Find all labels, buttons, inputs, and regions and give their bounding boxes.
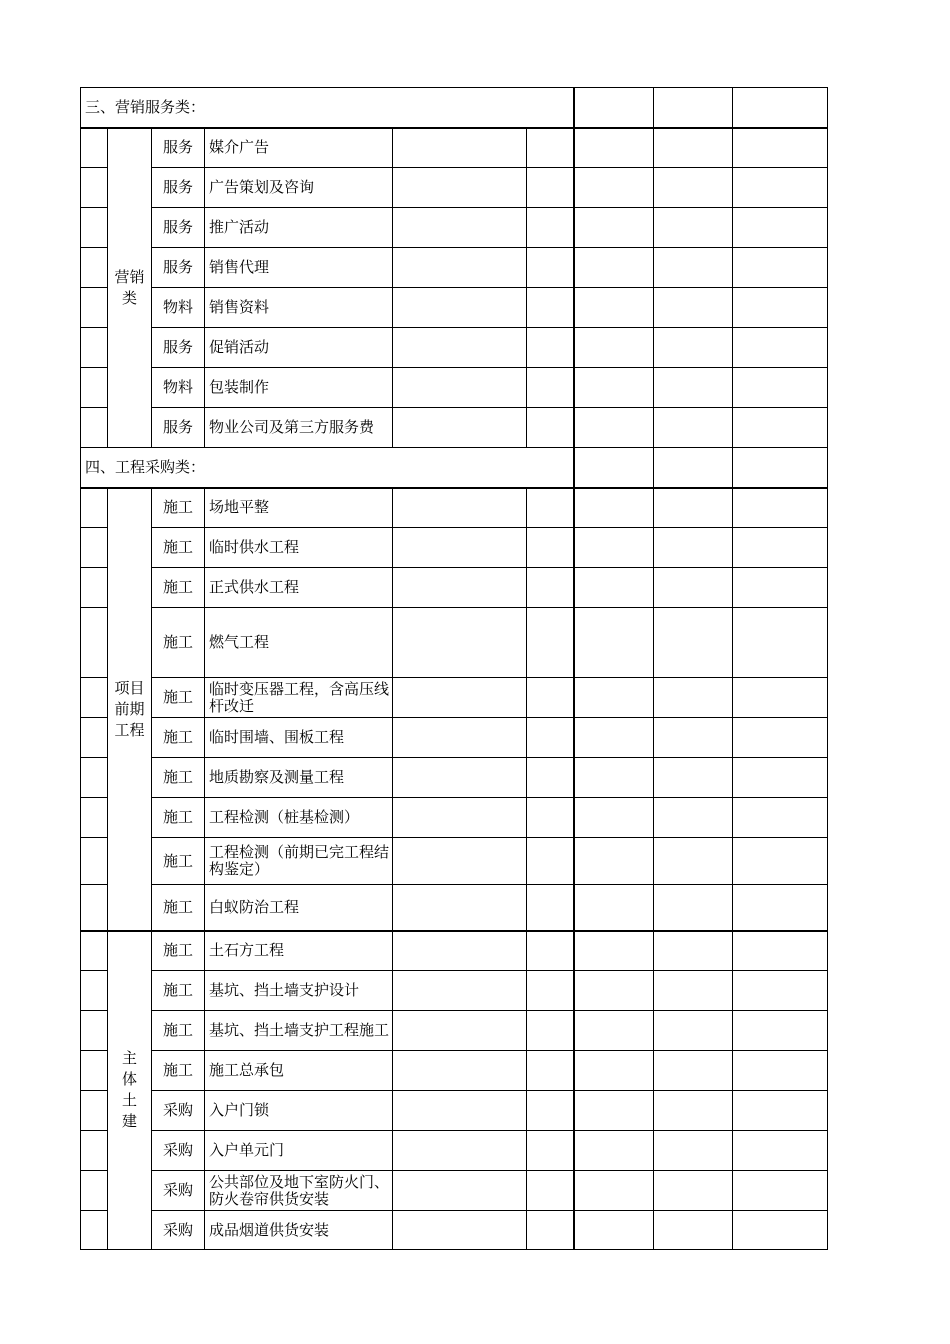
- index-cell[interactable]: [81, 1051, 108, 1091]
- value-cell[interactable]: [574, 1091, 654, 1131]
- category-type-cell: 采购: [152, 1131, 205, 1171]
- value-cell[interactable]: [574, 328, 654, 368]
- input-cell[interactable]: [393, 568, 527, 608]
- index-cell[interactable]: [81, 798, 108, 838]
- item-name-cell: 工程检测（桩基检测）: [205, 798, 393, 838]
- item-name-cell: 入户单元门: [205, 1131, 393, 1171]
- category-type-cell: 施工: [152, 488, 205, 528]
- index-cell[interactable]: [81, 1131, 108, 1171]
- value-cell[interactable]: [733, 408, 828, 448]
- index-cell[interactable]: [81, 1091, 108, 1131]
- value-cell[interactable]: [654, 885, 733, 931]
- index-cell[interactable]: [81, 1211, 108, 1250]
- value-cell[interactable]: [733, 838, 828, 885]
- input-cell[interactable]: [527, 931, 574, 971]
- value-cell[interactable]: [654, 1211, 733, 1250]
- value-cell[interactable]: [733, 88, 828, 128]
- category-type-cell: 施工: [152, 1011, 205, 1051]
- index-cell[interactable]: [81, 1171, 108, 1211]
- value-cell[interactable]: [654, 931, 733, 971]
- input-cell[interactable]: [393, 718, 527, 758]
- index-cell[interactable]: [81, 288, 108, 328]
- value-cell[interactable]: [574, 288, 654, 328]
- input-cell[interactable]: [393, 1211, 527, 1250]
- value-cell[interactable]: [574, 368, 654, 408]
- value-cell[interactable]: [574, 971, 654, 1011]
- item-name-cell: 土石方工程: [205, 931, 393, 971]
- item-name-cell: 入户门锁: [205, 1091, 393, 1131]
- value-cell[interactable]: [654, 408, 733, 448]
- value-cell[interactable]: [733, 528, 828, 568]
- input-cell[interactable]: [527, 838, 574, 885]
- category-type-cell: 施工: [152, 528, 205, 568]
- input-cell[interactable]: [393, 931, 527, 971]
- value-cell[interactable]: [733, 718, 828, 758]
- index-cell[interactable]: [81, 568, 108, 608]
- value-cell[interactable]: [733, 1211, 828, 1250]
- input-cell[interactable]: [527, 758, 574, 798]
- value-cell[interactable]: [733, 1051, 828, 1091]
- procurement-table: [80, 87, 828, 1250]
- value-cell[interactable]: [574, 208, 654, 248]
- input-cell[interactable]: [527, 208, 574, 248]
- value-cell[interactable]: [733, 798, 828, 838]
- item-name-cell: 包装制作: [205, 368, 393, 408]
- value-cell[interactable]: [733, 568, 828, 608]
- category-type-cell: 施工: [152, 885, 205, 931]
- category-type-cell: 施工: [152, 718, 205, 758]
- value-cell[interactable]: [574, 248, 654, 288]
- value-cell[interactable]: [654, 1171, 733, 1211]
- group-label-main-civil: [108, 931, 152, 1250]
- category-type-cell: 施工: [152, 1051, 205, 1091]
- value-cell[interactable]: [733, 488, 828, 528]
- item-name-cell: 工程检测（前期已完工程结构鉴定）: [205, 838, 393, 885]
- category-type-cell: 施工: [152, 971, 205, 1011]
- value-cell[interactable]: [654, 88, 733, 128]
- input-cell[interactable]: [393, 168, 527, 208]
- category-type-cell: 施工: [152, 931, 205, 971]
- category-type-cell: 采购: [152, 1171, 205, 1211]
- category-type-cell: 物料: [152, 288, 205, 328]
- value-cell[interactable]: [733, 328, 828, 368]
- item-name-cell: 成品烟道供货安装: [205, 1211, 393, 1250]
- index-cell[interactable]: [81, 368, 108, 408]
- index-cell[interactable]: [81, 608, 108, 678]
- category-type-cell: 采购: [152, 1091, 205, 1131]
- value-cell[interactable]: [654, 1131, 733, 1171]
- value-cell[interactable]: [654, 758, 733, 798]
- input-cell[interactable]: [393, 408, 527, 448]
- group-label-marketing: [108, 128, 152, 448]
- value-cell[interactable]: [574, 1051, 654, 1091]
- index-cell[interactable]: [81, 528, 108, 568]
- input-cell[interactable]: [527, 1051, 574, 1091]
- value-cell[interactable]: [733, 971, 828, 1011]
- input-cell[interactable]: [527, 488, 574, 528]
- input-cell[interactable]: [527, 885, 574, 931]
- group-label-text: 主 体 土 建: [121, 1049, 137, 1131]
- input-cell[interactable]: [527, 568, 574, 608]
- item-name-cell: 推广活动: [205, 208, 393, 248]
- input-cell[interactable]: [393, 798, 527, 838]
- value-cell[interactable]: [574, 678, 654, 718]
- item-name-cell: 施工总承包: [205, 1051, 393, 1091]
- value-cell[interactable]: [574, 128, 654, 168]
- index-cell[interactable]: [81, 248, 108, 288]
- value-cell[interactable]: [574, 408, 654, 448]
- category-type-cell: 服务: [152, 328, 205, 368]
- input-cell[interactable]: [393, 971, 527, 1011]
- input-cell[interactable]: [527, 288, 574, 328]
- value-cell[interactable]: [733, 128, 828, 168]
- value-cell[interactable]: [733, 758, 828, 798]
- value-cell[interactable]: [654, 568, 733, 608]
- input-cell[interactable]: [527, 368, 574, 408]
- value-cell[interactable]: [574, 931, 654, 971]
- input-cell[interactable]: [393, 678, 527, 718]
- value-cell[interactable]: [574, 885, 654, 931]
- item-name-cell: 销售资料: [205, 288, 393, 328]
- index-cell[interactable]: [81, 971, 108, 1011]
- index-cell[interactable]: [81, 488, 108, 528]
- item-name-cell: 临时围墙、围板工程: [205, 718, 393, 758]
- input-cell[interactable]: [393, 1011, 527, 1051]
- input-cell[interactable]: [527, 971, 574, 1011]
- input-cell[interactable]: [393, 288, 527, 328]
- value-cell[interactable]: [574, 168, 654, 208]
- input-cell[interactable]: [393, 208, 527, 248]
- input-cell[interactable]: [527, 168, 574, 208]
- input-cell[interactable]: [527, 528, 574, 568]
- index-cell[interactable]: [81, 328, 108, 368]
- value-cell[interactable]: [654, 288, 733, 328]
- category-type-cell: 服务: [152, 168, 205, 208]
- category-type-cell: 施工: [152, 568, 205, 608]
- value-cell[interactable]: [733, 248, 828, 288]
- item-name-cell: 基坑、挡土墙支护工程施工: [205, 1011, 393, 1051]
- index-cell[interactable]: [81, 718, 108, 758]
- item-name-cell: 促销活动: [205, 328, 393, 368]
- value-cell[interactable]: [654, 128, 733, 168]
- value-cell[interactable]: [574, 448, 654, 488]
- value-cell[interactable]: [574, 528, 654, 568]
- input-cell[interactable]: [393, 1091, 527, 1131]
- value-cell[interactable]: [654, 248, 733, 288]
- value-cell[interactable]: [733, 168, 828, 208]
- input-cell[interactable]: [527, 678, 574, 718]
- input-cell[interactable]: [393, 248, 527, 288]
- value-cell[interactable]: [654, 971, 733, 1011]
- index-cell[interactable]: [81, 678, 108, 718]
- value-cell[interactable]: [574, 1211, 654, 1250]
- value-cell[interactable]: [733, 448, 828, 488]
- category-type-cell: 物料: [152, 368, 205, 408]
- item-name-cell: 燃气工程: [205, 608, 393, 678]
- group-label-text: 项目 前期 工程: [114, 678, 145, 739]
- input-cell[interactable]: [527, 1171, 574, 1211]
- input-cell[interactable]: [527, 1131, 574, 1171]
- value-cell[interactable]: [733, 678, 828, 718]
- input-cell[interactable]: [527, 248, 574, 288]
- input-cell[interactable]: [527, 718, 574, 758]
- item-name-cell: 公共部位及地下室防火门、防火卷帘供货安装: [205, 1171, 393, 1211]
- input-cell[interactable]: [393, 128, 527, 168]
- value-cell[interactable]: [733, 608, 828, 678]
- category-type-cell: 服务: [152, 248, 205, 288]
- item-name-cell: 物业公司及第三方服务费: [205, 408, 393, 448]
- group-label-preliminary: [108, 488, 152, 931]
- value-cell[interactable]: [733, 208, 828, 248]
- value-cell[interactable]: [574, 1011, 654, 1051]
- input-cell[interactable]: [393, 608, 527, 678]
- value-cell[interactable]: [574, 758, 654, 798]
- item-name-cell: 临时供水工程: [205, 528, 393, 568]
- value-cell[interactable]: [654, 448, 733, 488]
- value-cell[interactable]: [654, 328, 733, 368]
- value-cell[interactable]: [654, 798, 733, 838]
- value-cell[interactable]: [574, 608, 654, 678]
- value-cell[interactable]: [654, 488, 733, 528]
- item-name-cell: 白蚁防治工程: [205, 885, 393, 931]
- input-cell[interactable]: [393, 885, 527, 931]
- value-cell[interactable]: [733, 931, 828, 971]
- value-cell[interactable]: [654, 608, 733, 678]
- item-name-cell: 地质勘察及测量工程: [205, 758, 393, 798]
- input-cell[interactable]: [393, 368, 527, 408]
- category-type-cell: 施工: [152, 678, 205, 718]
- category-type-cell: 施工: [152, 758, 205, 798]
- category-type-cell: 施工: [152, 838, 205, 885]
- value-cell[interactable]: [574, 88, 654, 128]
- input-cell[interactable]: [393, 1171, 527, 1211]
- input-cell[interactable]: [527, 1011, 574, 1051]
- item-name-cell: 销售代理: [205, 248, 393, 288]
- input-cell[interactable]: [393, 758, 527, 798]
- index-cell[interactable]: [81, 931, 108, 971]
- input-cell[interactable]: [393, 1131, 527, 1171]
- value-cell[interactable]: [654, 718, 733, 758]
- value-cell[interactable]: [654, 208, 733, 248]
- index-cell[interactable]: [81, 838, 108, 885]
- input-cell[interactable]: [527, 128, 574, 168]
- value-cell[interactable]: [574, 1171, 654, 1211]
- input-cell[interactable]: [393, 488, 527, 528]
- value-cell[interactable]: [654, 838, 733, 885]
- index-cell[interactable]: [81, 208, 108, 248]
- category-type-cell: 施工: [152, 798, 205, 838]
- item-name-cell: 媒介广告: [205, 128, 393, 168]
- input-cell[interactable]: [527, 328, 574, 368]
- item-name-cell: 广告策划及咨询: [205, 168, 393, 208]
- value-cell[interactable]: [733, 885, 828, 931]
- input-cell[interactable]: [527, 608, 574, 678]
- value-cell[interactable]: [654, 528, 733, 568]
- value-cell[interactable]: [733, 368, 828, 408]
- value-cell[interactable]: [733, 1011, 828, 1051]
- input-cell[interactable]: [527, 1211, 574, 1250]
- category-type-cell: 采购: [152, 1211, 205, 1250]
- value-cell[interactable]: [654, 168, 733, 208]
- category-type-cell: 施工: [152, 608, 205, 678]
- value-cell[interactable]: [654, 678, 733, 718]
- value-cell[interactable]: [574, 568, 654, 608]
- category-type-cell: 服务: [152, 408, 205, 448]
- value-cell[interactable]: [574, 1131, 654, 1171]
- index-cell[interactable]: [81, 128, 108, 168]
- category-type-cell: 服务: [152, 128, 205, 168]
- input-cell[interactable]: [393, 528, 527, 568]
- input-cell[interactable]: [393, 838, 527, 885]
- value-cell[interactable]: [654, 1091, 733, 1131]
- input-cell[interactable]: [527, 798, 574, 838]
- index-cell[interactable]: [81, 885, 108, 931]
- value-cell[interactable]: [574, 488, 654, 528]
- index-cell[interactable]: [81, 1011, 108, 1051]
- value-cell[interactable]: [733, 1091, 828, 1131]
- value-cell[interactable]: [654, 368, 733, 408]
- section-title-marketing: 三、营销服务类：: [81, 88, 574, 128]
- input-cell[interactable]: [393, 1051, 527, 1091]
- item-name-cell: 正式供水工程: [205, 568, 393, 608]
- value-cell[interactable]: [574, 838, 654, 885]
- value-cell[interactable]: [654, 1051, 733, 1091]
- input-cell[interactable]: [527, 408, 574, 448]
- value-cell[interactable]: [733, 1171, 828, 1211]
- index-cell[interactable]: [81, 408, 108, 448]
- value-cell[interactable]: [574, 798, 654, 838]
- input-cell[interactable]: [527, 1091, 574, 1131]
- index-cell[interactable]: [81, 168, 108, 208]
- group-label-text: 营销 类: [114, 267, 145, 307]
- value-cell[interactable]: [733, 288, 828, 328]
- index-cell[interactable]: [81, 758, 108, 798]
- value-cell[interactable]: [574, 718, 654, 758]
- value-cell[interactable]: [654, 1011, 733, 1051]
- item-name-cell: 临时变压器工程，含高压线杆改迁: [205, 678, 393, 718]
- input-cell[interactable]: [393, 328, 527, 368]
- section-title-engineering: 四、工程采购类：: [81, 448, 574, 488]
- category-type-cell: 服务: [152, 208, 205, 248]
- item-name-cell: 基坑、挡土墙支护设计: [205, 971, 393, 1011]
- item-name-cell: 场地平整: [205, 488, 393, 528]
- value-cell[interactable]: [733, 1131, 828, 1171]
